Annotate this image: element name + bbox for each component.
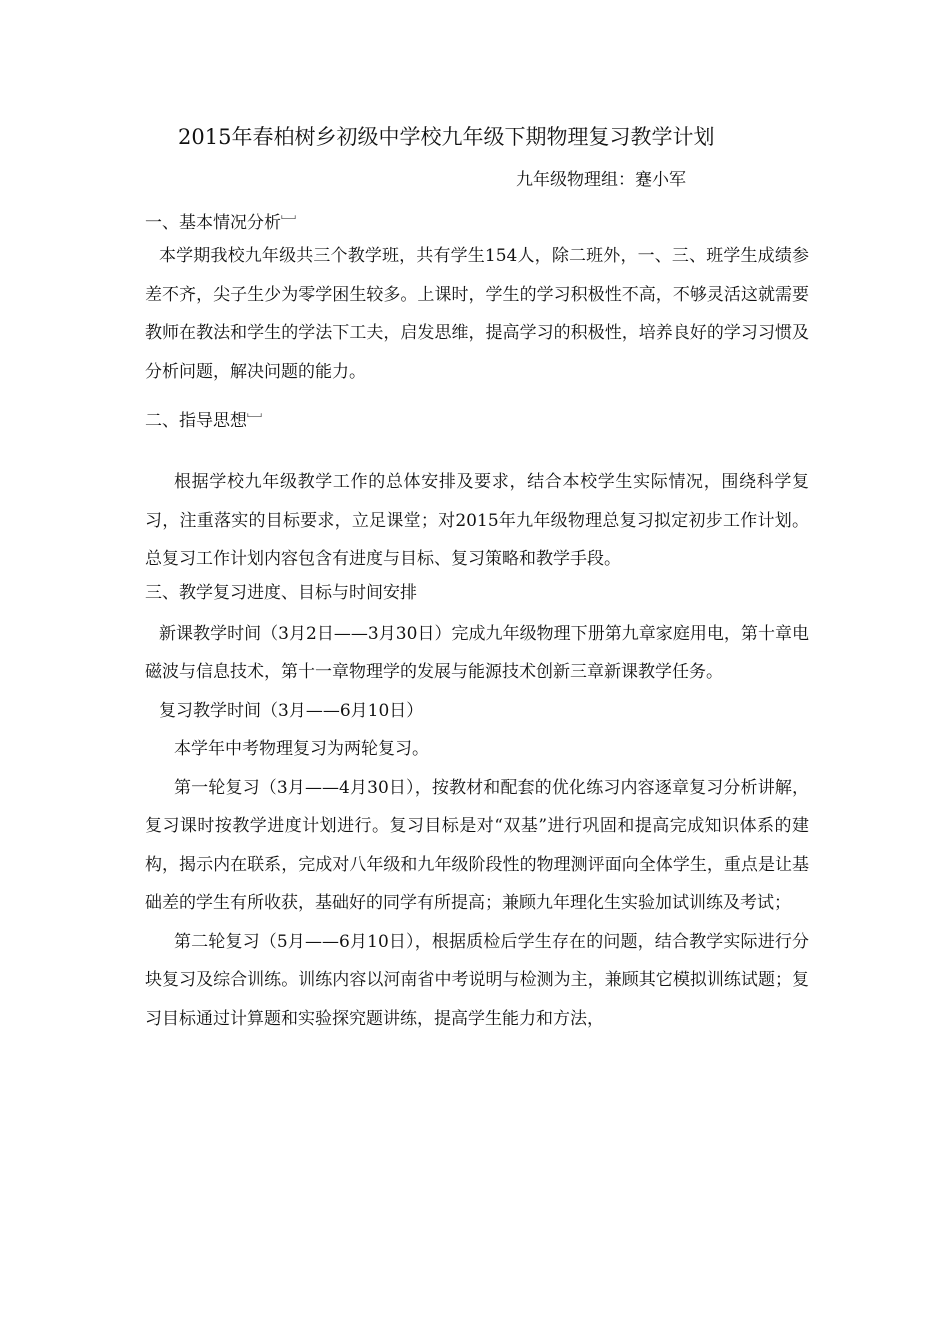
document-title: 2015年春柏树乡初级中学校九年级下期物理复习教学计划	[178, 125, 715, 149]
author-line: 九年级物理组：蹇小军	[516, 170, 686, 190]
section-heading-2-text: 二、指导思想	[145, 411, 247, 431]
section-1-paragraph: 本学期我校九年级共三个教学班，共有学生154人，除二班外，一、三、班学生成绩参差不齐，尖子生少为零学困生较多。上课时，学生的学习积极性不高，不够灵活这就需要教师在教法和学生的学法下工夫，启发思维，提高学习的积极性，培养良好的学习习惯及分析问题，解决问题的能力。	[145, 246, 809, 382]
second-round-paragraph: 第二轮复习（5月——6月10日），根据质检后学生存在的问题，结合教学实际进行分块复习及综合训练。训练内容以河南省中考说明与检测为主，兼顾其它模拟训练试题；复习目标通过计算题和实验探究题讲练，提高学生能力和方法，	[145, 931, 809, 1029]
section-heading-3: 三、教学复习进度、目标与时间安排	[145, 582, 417, 603]
two-rounds-paragraph: 本学年中考物理复习为两轮复习。	[174, 739, 429, 759]
new-lesson-paragraph: 新课教学时间（3月2日——3月30日）完成九年级物理下册第九章家庭用电，第十章电磁波与信息技术，第十一章物理学的发展与能源技术创新三章新课教学任务。	[145, 623, 809, 682]
section-2-paragraph: 根据学校九年级教学工作的总体安排及要求，结合本校学生实际情况，围绕科学复习，注重落实的目标要求，立足课堂；对2015年九年级物理总复习拟定初步工作计划。总复习工作计划内容包含有进度与目标、复习策略和教学手段。	[145, 472, 809, 569]
first-round-paragraph: 第一轮复习（3月——4月30日），按教材和配套的优化练习内容逐章复习分析讲解，复习课时按教学进度计划进行。复习目标是对“双基”进行巩固和提高完成知识体系的建构，揭示内在联系，完成对八年级和九年级阶段性的物理测评面向全体学生，重点是让基础差的学生有所收获，基础好的同学有所提高；兼顾九年理化生实验加试训练及考试；	[145, 777, 809, 913]
section-heading-1-text: 一、基本情况分析	[145, 213, 281, 233]
section-heading-2	[145, 407, 809, 435]
heading-mark: ﹈	[247, 412, 263, 430]
heading-mark: ﹈	[281, 214, 297, 232]
document-body	[145, 203, 809, 1038]
review-time-paragraph: 复习教学时间（3月——6月10日）	[159, 700, 424, 721]
section-heading-1	[145, 209, 809, 237]
